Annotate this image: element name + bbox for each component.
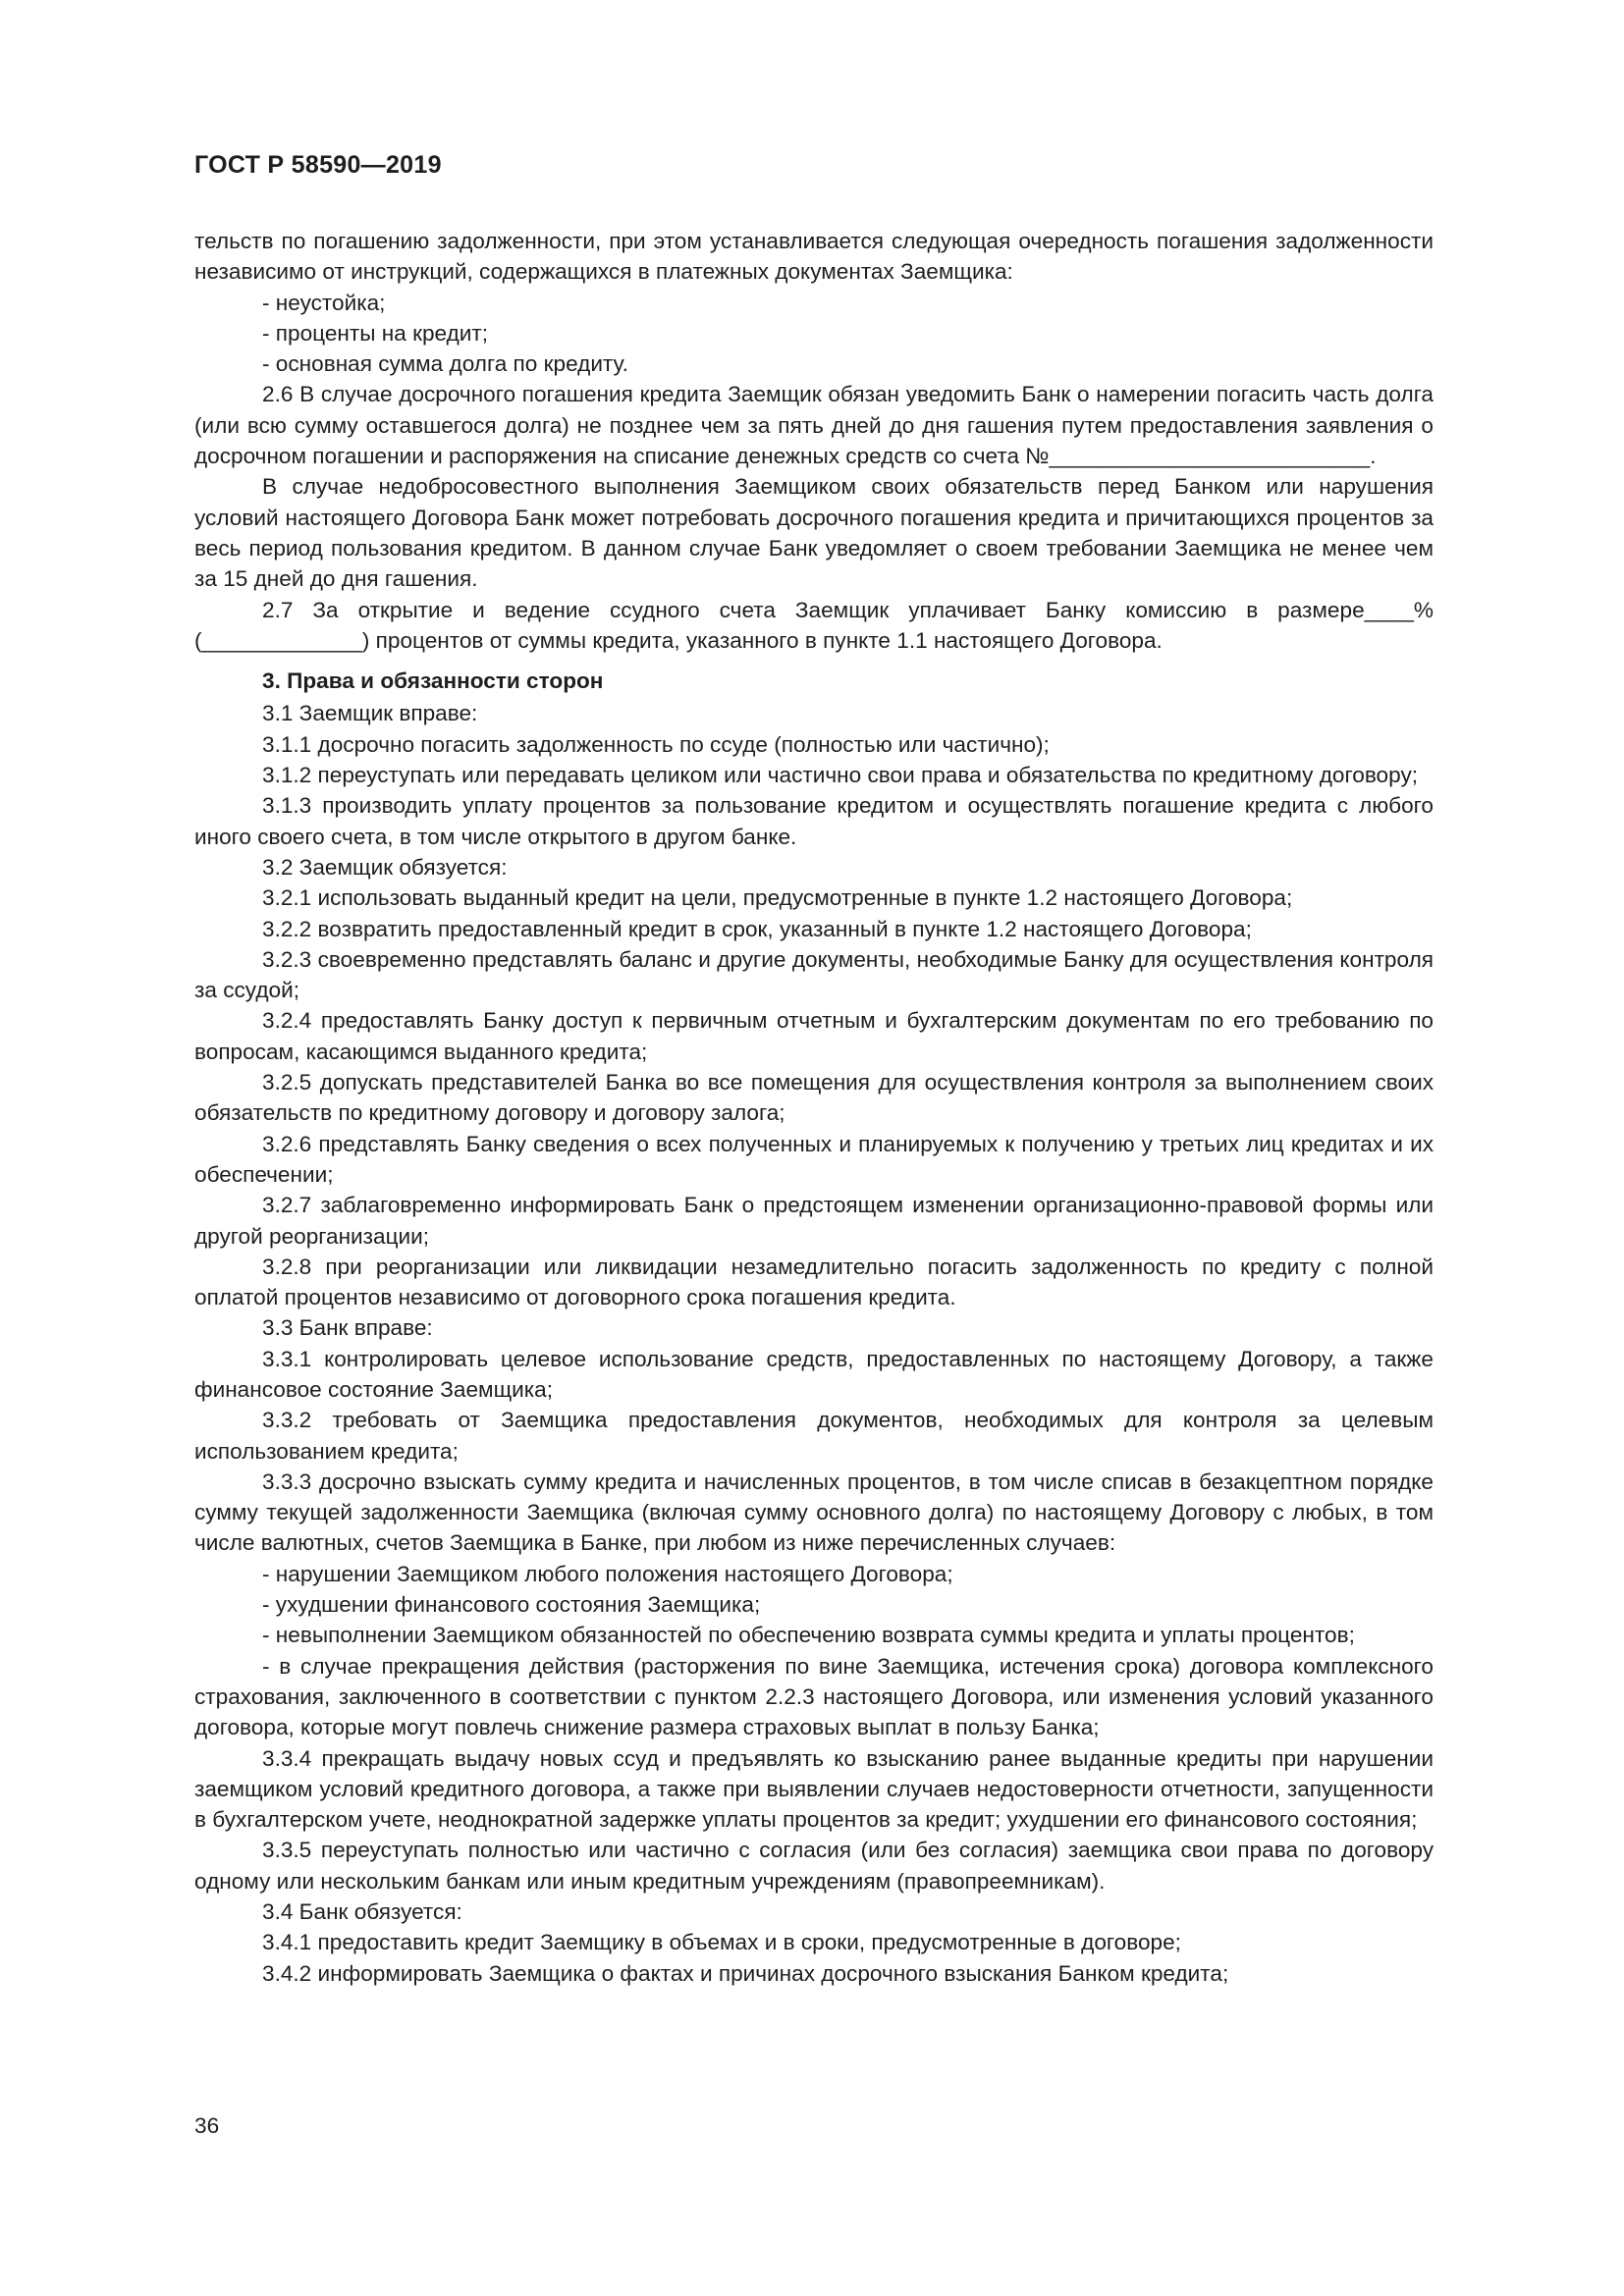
paragraph: 3.3.1 контролировать целевое использование средств, предоставленных по настоящему Договору, а также финансовое состояние Заемщика; — [194, 1346, 1434, 1402]
paragraph: тельств по погашению задолженности, при этом устанавливается следующая очередность погашения задолженности независимо от инструкций, содержащихся в платежных документах Заемщика: — [194, 229, 1434, 285]
paragraph: 3.2.3 своевременно представлять баланс и другие документы, необходимые Банку для осуществления контроля за ссудой; — [194, 946, 1434, 1003]
list-item: - невыполнении Заемщиком обязанностей по обеспечению возврата суммы кредита и уплаты процентов; — [262, 1623, 1355, 1648]
list-item: - нарушении Заемщиком любого положения настоящего Договора; — [262, 1561, 953, 1586]
paragraph: 3.2.1 использовать выданный кредит на цели, предусмотренные в пункте 1.2 настоящего Договора; — [262, 885, 1293, 911]
document-body — [194, 226, 1434, 1989]
paragraph: 3.4.2 информировать Заемщика о фактах и причинах досрочного взыскания Банком кредита; — [262, 1960, 1229, 1986]
paragraph: 2.7 За открытие и ведение ссудного счета Заемщик уплачивает Банку комиссию в размере____% (_____________) процентов от суммы кредита, указанного в пункте 1.1 настоящего Договора. — [194, 597, 1434, 653]
list-item: - ухудшении финансового состояния Заемщика; — [262, 1592, 761, 1618]
paragraph: 3.1.3 производить уплату процентов за пользование кредитом и осуществлять погашение кредита с любого иного своего счета, в том числе открытого в другом банке. — [194, 793, 1434, 849]
paragraph: 3.1.1 досрочно погасить задолженность по ссуде (полностью или частично); — [262, 731, 1050, 757]
paragraph: 3.1 Заемщик вправе: — [262, 701, 478, 726]
paragraph: 3.2.6 представлять Банку сведения о всех полученных и планируемых к получению у третьих лиц кредитах и их обеспечении; — [194, 1131, 1434, 1187]
paragraph: 3.1.2 переуступать или передавать целиком или частично свои права и обязательства по кредитному договору; — [262, 763, 1419, 788]
document-header: ГОСТ Р 58590—2019 — [194, 151, 442, 179]
paragraph: 3.3.4 прекращать выдачу новых ссуд и предъявлять ко взысканию ранее выданные кредиты при нарушении заемщиком условий кредитного договора, а также при выявлении случаев недостоверности отчетности, запущенности в бухгалтерском учете, неоднократной задержке уплаты процентов за кредит; ухудшении его финансового состояния; — [194, 1745, 1434, 1833]
page-number: 36 — [194, 2113, 220, 2138]
paragraph: 3.3.5 переуступать полностью или частично с согласия (или без согласия) заемщика свои права по договору одному или нескольким банкам или иным кредитным учреждениям (правопреемникам). — [194, 1838, 1434, 1894]
paragraph: 3.2.8 при реорганизации или ликвидации незамедлительно погасить задолженность по кредиту с полной оплатой процентов независимо от договорного срока погашения кредита. — [194, 1254, 1434, 1310]
paragraph: 3.2.7 заблаговременно информировать Банк о предстоящем изменении организационно-правовой формы или другой реорганизации; — [194, 1193, 1434, 1249]
list-item: - основная сумма долга по кредиту. — [262, 351, 628, 377]
paragraph: 3.4 Банк обязуется: — [262, 1899, 462, 1925]
paragraph: 3.3.3 досрочно взыскать сумму кредита и начисленных процентов, в том числе списав в безакцептном порядке сумму текущей задолженности Заемщика (включая сумму основного долга) по настоящему Договору с любых, в том числе валютных, счетов Заемщика в Банке, при любом из ниже перечисленных случаев: — [194, 1468, 1434, 1556]
paragraph: В случае недобросовестного выполнения Заемщиком своих обязательств перед Банком или нарушения условий настоящего Договора Банк может потребовать досрочного погашения кредита и причитающихся процентов за весь период пользования кредитом. В данном случае Банк уведомляет о своем требовании Заемщика не менее чем за 15 дней до дня гашения. — [194, 474, 1434, 592]
paragraph: 3.2.5 допускать представителей Банка во все помещения для осуществления контроля за выполнением своих обязательств по кредитному договору и договору залога; — [194, 1070, 1434, 1126]
paragraph: 3.2.2 возвратить предоставленный кредит в срок, указанный в пункте 1.2 настоящего Договора; — [262, 916, 1252, 941]
paragraph: 3.4.1 предоставить кредит Заемщику в объемах и в сроки, предусмотренные в договоре; — [262, 1930, 1181, 1955]
paragraph: 3.2 Заемщик обязуется: — [262, 854, 508, 880]
list-item: - проценты на кредит; — [262, 320, 489, 346]
paragraph: 3.2.4 предоставлять Банку доступ к первичным отчетным и бухгалтерским документам по его требованию по вопросам, касающимся выданного кредита; — [194, 1008, 1434, 1064]
section-heading: 3. Права и обязанности сторон — [262, 668, 604, 694]
list-item: - неустойка; — [262, 290, 386, 315]
paragraph: 3.3.2 требовать от Заемщика предоставления документов, необходимых для контроля за целевым использованием кредита; — [194, 1408, 1434, 1464]
paragraph: 3.3 Банк вправе: — [262, 1315, 433, 1341]
paragraph: - в случае прекращения действия (расторжения по вине Заемщика, истечения срока) договора комплексного страхования, заключенного в соответствии с пунктом 2.2.3 настоящего Договора, или изменения условий указанного договора, которые могут повлечь снижение размера страховых выплат в пользу Банка; — [194, 1653, 1434, 1740]
paragraph: 2.6 В случае досрочного погашения кредита Заемщик обязан уведомить Банк о намерении погасить часть долга (или всю сумму оставшегося долга) не позднее чем за пять дней до дня гашения путем предоставления заявления о досрочном погашении и распоряжения на списание денежных средств со счета №__________________________. — [194, 382, 1434, 469]
